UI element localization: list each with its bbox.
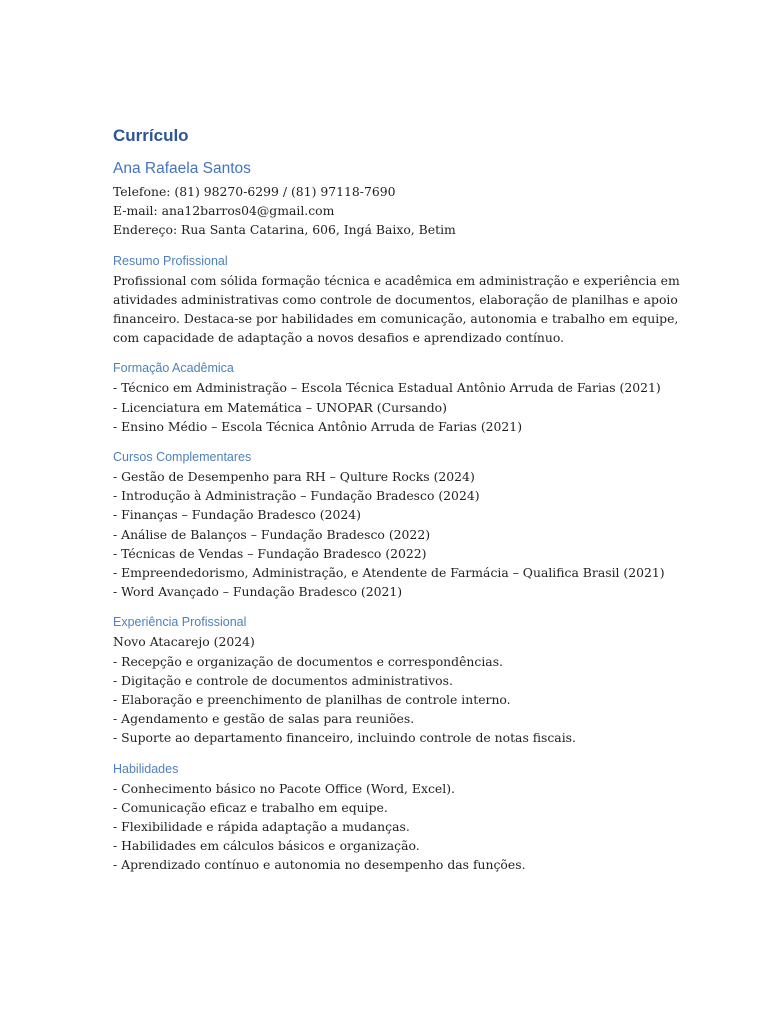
course-item: - Introdução à Administração – Fundação Bradesco (2024)	[113, 488, 480, 504]
skill-item: - Habilidades em cálculos básicos e organização.	[113, 838, 420, 854]
resume-page	[113, 124, 680, 887]
experience-item: - Agendamento e gestão de salas para reuniões.	[113, 711, 415, 727]
summary-line: Profissional com sólida formação técnica e acadêmica em administração e experiência em	[113, 272, 680, 288]
address-line: Endereço: Rua Santa Catarina, 606, Ingá Baixo, Betim	[113, 222, 456, 238]
course-item: - Técnicas de Vendas – Fundação Bradesco (2022)	[113, 545, 427, 561]
course-item: - Gestão de Desempenho para RH – Qulture Rocks (2024)	[113, 469, 475, 485]
employer-line: Novo Atacarejo (2024)	[113, 634, 255, 650]
course-item: - Análise de Balanços – Fundação Bradesco (2022)	[113, 526, 431, 542]
course-item: - Word Avançado – Fundação Bradesco (2021)	[113, 584, 403, 600]
phone-line: Telefone: (81) 98270-6299 / (81) 97118-7690	[113, 184, 396, 199]
education-item: - Licenciatura em Matemática – UNOPAR (Cursando)	[113, 399, 447, 415]
email-line: E-mail: ana12barros04@gmail.com	[113, 203, 335, 219]
summary-line: financeiro. Destaca-se por habilidades em comunicação, autonomia e trabalho em equipe,	[113, 311, 679, 327]
skill-item: - Aprendizado contínuo e autonomia no desempenho das funções.	[113, 857, 526, 873]
experience-item: - Digitação e controle de documentos administrativos.	[113, 672, 453, 688]
skill-item: - Comunicação eficaz e trabalho em equipe.	[113, 799, 388, 815]
skill-item: - Conhecimento básico no Pacote Office (Word, Excel).	[113, 780, 455, 796]
experience-item: - Elaboração e preenchimento de planilhas de controle interno.	[113, 692, 511, 708]
education-section	[113, 359, 661, 436]
experience-heading: Experiência Profissional	[113, 615, 247, 630]
experience-section	[113, 613, 653, 747]
candidate-name: Ana Rafaela Santos	[113, 160, 251, 177]
skills-heading: Habilidades	[113, 761, 179, 776]
summary-heading: Resumo Profissional	[113, 253, 228, 268]
summary-line: com capacidade de adaptação a novos desafios e aprendizado contínuo.	[113, 330, 565, 346]
summary-line: atividades administrativas como controle de documentos, elaboração de planilhas e apoio	[113, 291, 678, 307]
contact-info	[113, 182, 653, 240]
education-item: - Técnico em Administração – Escola Técnica Estadual Antônio Arruda de Farias (2021)	[113, 380, 661, 396]
document-title: Currículo	[113, 126, 189, 145]
courses-section	[113, 448, 665, 601]
course-item: - Empreendedorismo, Administração, e Atendente de Farmácia – Qualifica Brasil (2021)	[113, 565, 665, 581]
summary-section	[113, 252, 680, 348]
skills-section	[113, 760, 653, 875]
skill-item: - Flexibilidade e rápida adaptação a mudanças.	[113, 819, 410, 835]
courses-heading: Cursos Complementares	[113, 450, 252, 465]
education-heading: Formação Acadêmica	[113, 361, 234, 376]
education-item: - Ensino Médio – Escola Técnica Antônio Arruda de Farias (2021)	[113, 418, 523, 434]
course-item: - Finanças – Fundação Bradesco (2024)	[113, 507, 361, 523]
experience-item: - Recepção e organização de documentos e correspondências.	[113, 653, 503, 669]
experience-item: - Suporte ao departamento financeiro, incluindo controle de notas fiscais.	[113, 730, 576, 746]
